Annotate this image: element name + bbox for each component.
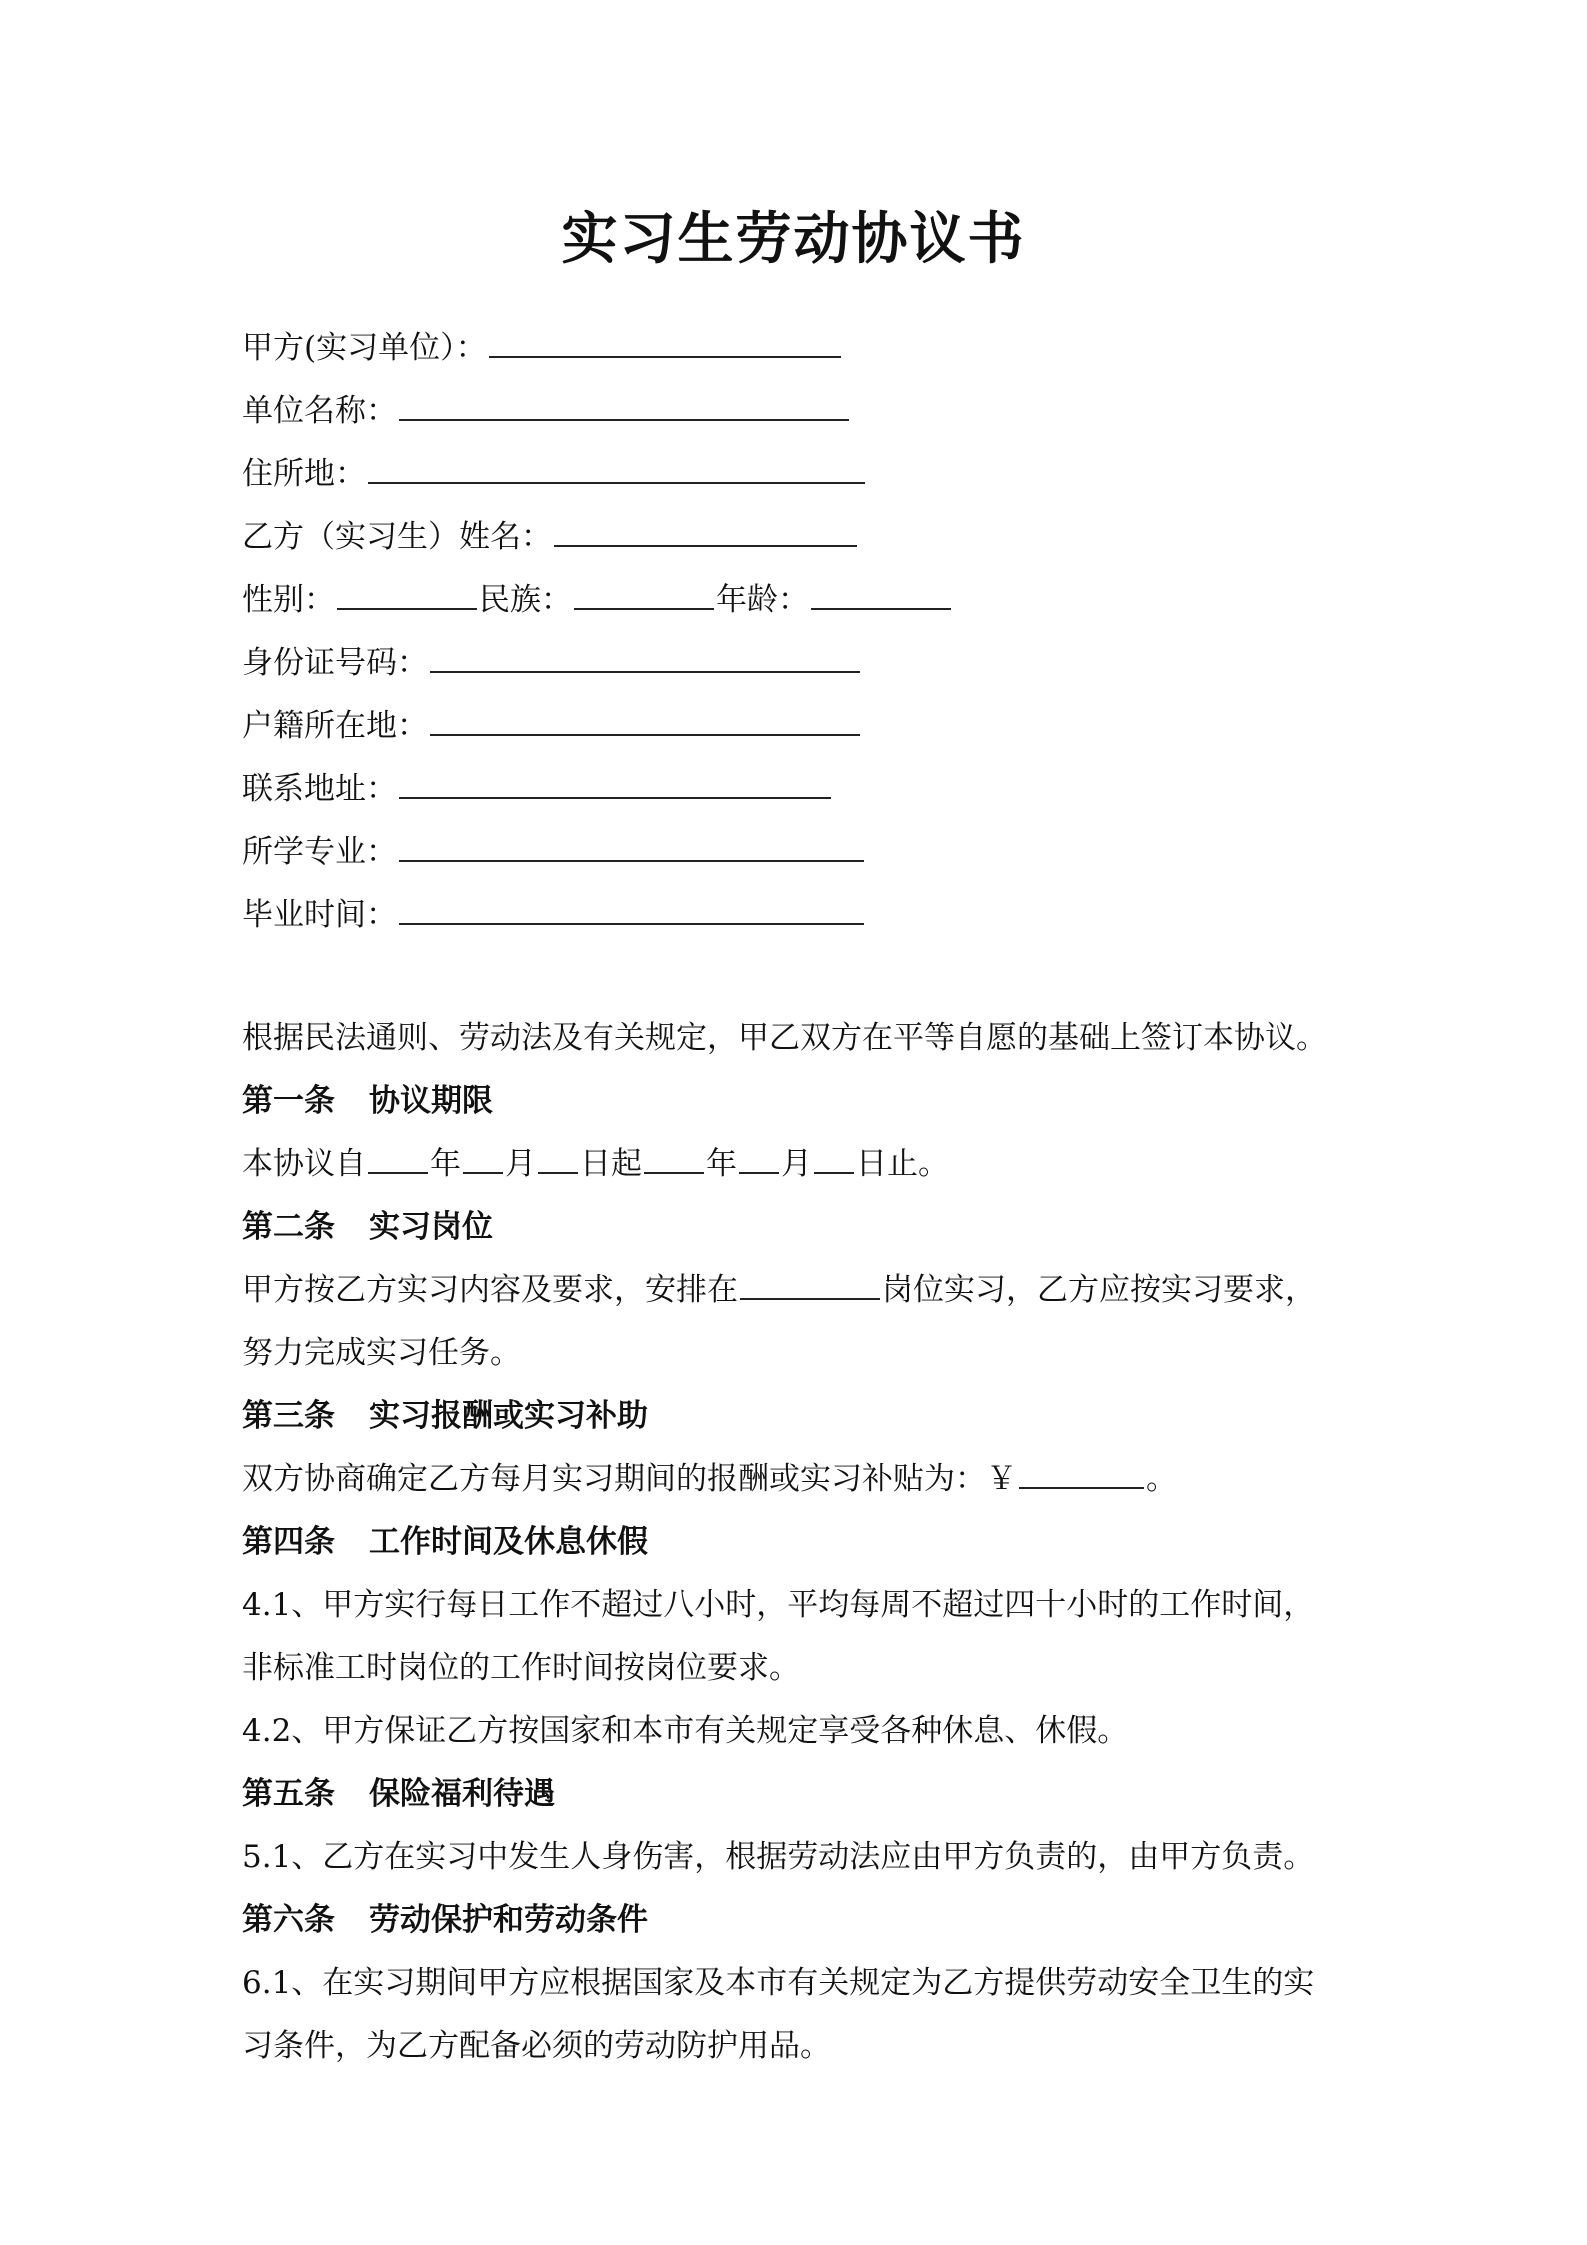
article-5-number: 第五条: [242, 1776, 335, 1812]
address-blank[interactable]: [368, 450, 865, 484]
post-text-1: 甲方按乙方实习内容及要求，安排在: [242, 1272, 738, 1308]
clause-6-1-line-1: 6.1、在实习期间甲方应根据国家及本市有关规定为乙方提供劳动安全卫生的实: [242, 1965, 1315, 2001]
post-row-2: 努力完成实习任务。: [242, 1335, 521, 1371]
post-blank[interactable]: [740, 1266, 880, 1300]
post-text-2: 岗位实习，乙方应按实习要求，: [882, 1272, 1316, 1308]
major-blank[interactable]: [399, 828, 864, 862]
party-b-label: 乙方（实习生）姓名：: [242, 519, 552, 555]
party-a-label: 甲方(实习单位）：: [242, 330, 487, 366]
graduation-row: [242, 890, 866, 940]
unit-name-blank[interactable]: [399, 387, 849, 421]
article-2-number: 第二条: [242, 1209, 335, 1245]
id-number-label: 身份证号码：: [242, 645, 428, 681]
term-end-month-label: 月: [781, 1146, 812, 1182]
age-label: 年龄：: [716, 582, 809, 618]
address-label: 住所地：: [242, 456, 366, 492]
article-2-heading: [242, 1202, 493, 1252]
document-title: 实习生劳动协议书: [561, 207, 1026, 272]
article-4-heading: [242, 1517, 648, 1567]
term-end-day-blank[interactable]: [814, 1140, 854, 1174]
unit-name-label: 单位名称：: [242, 393, 397, 429]
term-from-label: 本协议自: [242, 1146, 366, 1182]
major-row: [242, 827, 866, 877]
gender-label: 性别：: [242, 582, 335, 618]
graduation-label: 毕业时间：: [242, 897, 397, 933]
contact-address-row: [242, 764, 833, 814]
pay-text: 双方协商确定乙方每月实习期间的报酬或实习补贴为：￥: [242, 1461, 1017, 1497]
clause-5-1: 5.1、乙方在实习中发生人身伤害，根据劳动法应由甲方负责的，由甲方负责。: [242, 1839, 1315, 1875]
article-6-heading: [242, 1895, 648, 1945]
term-end-year-label: 年: [706, 1146, 737, 1182]
ethnicity-label: 民族：: [479, 582, 572, 618]
major-label: 所学专业：: [242, 834, 397, 870]
gender-ethnicity-age-row: [242, 575, 953, 625]
article-2-title: 实习岗位: [369, 1209, 493, 1245]
clause-6-1-line-2: 习条件，为乙方配备必须的劳动防护用品。: [242, 2028, 831, 2064]
term-start-month-blank[interactable]: [463, 1140, 503, 1174]
term-year-label: 年: [430, 1146, 461, 1182]
pay-end: 。: [1146, 1461, 1177, 1497]
term-start-day-blank[interactable]: [538, 1140, 578, 1174]
post-row-1: [242, 1265, 1316, 1315]
article-4-number: 第四条: [242, 1524, 335, 1560]
age-blank[interactable]: [811, 576, 951, 610]
article-6-title: 劳动保护和劳动条件: [369, 1902, 648, 1938]
article-3-title: 实习报酬或实习补助: [369, 1398, 648, 1434]
clause-4-1-line-1: 4.1、甲方实行每日工作不超过八小时，平均每周不超过四十小时的工作时间，: [242, 1587, 1315, 1623]
party-b-blank[interactable]: [554, 513, 857, 547]
article-5-heading: [242, 1769, 555, 1819]
article-1-heading: [242, 1076, 493, 1126]
article-6-number: 第六条: [242, 1902, 335, 1938]
article-5-title: 保险福利待遇: [369, 1776, 555, 1812]
intro-paragraph: 根据民法通则、劳动法及有关规定，甲乙双方在平等自愿的基础上签订本协议。: [242, 1020, 1327, 1056]
id-number-row: [242, 638, 862, 688]
article-3-number: 第三条: [242, 1398, 335, 1434]
term-end-year-blank[interactable]: [644, 1140, 704, 1174]
pay-blank[interactable]: [1019, 1455, 1144, 1489]
clause-4-2: 4.2、甲方保证乙方按国家和本市有关规定享受各种休息、休假。: [242, 1713, 1129, 1749]
unit-name-row: [242, 386, 851, 436]
household-row: [242, 701, 862, 751]
household-label: 户籍所在地：: [242, 708, 428, 744]
clause-4-1-line-2: 非标准工时岗位的工作时间按岗位要求。: [242, 1650, 800, 1686]
term-row: [242, 1139, 949, 1189]
term-day-to-label: 日止。: [856, 1146, 949, 1182]
party-b-row: [242, 512, 859, 562]
article-4-title: 工作时间及休息休假: [369, 1524, 648, 1560]
article-1-number: 第一条: [242, 1083, 335, 1119]
party-a-blank[interactable]: [489, 324, 841, 358]
party-a-row: [242, 323, 843, 373]
contact-address-blank[interactable]: [399, 765, 831, 799]
address-row: [242, 449, 867, 499]
contact-address-label: 联系地址：: [242, 771, 397, 807]
term-end-month-blank[interactable]: [739, 1140, 779, 1174]
gender-blank[interactable]: [337, 576, 477, 610]
id-number-blank[interactable]: [430, 639, 860, 673]
ethnicity-blank[interactable]: [574, 576, 714, 610]
term-month-label: 月: [505, 1146, 536, 1182]
term-start-year-blank[interactable]: [368, 1140, 428, 1174]
article-1-title: 协议期限: [369, 1083, 493, 1119]
graduation-blank[interactable]: [399, 891, 864, 925]
pay-row: [242, 1454, 1177, 1504]
household-blank[interactable]: [430, 702, 860, 736]
article-3-heading: [242, 1391, 648, 1441]
term-day-from-label: 日起: [580, 1146, 642, 1182]
